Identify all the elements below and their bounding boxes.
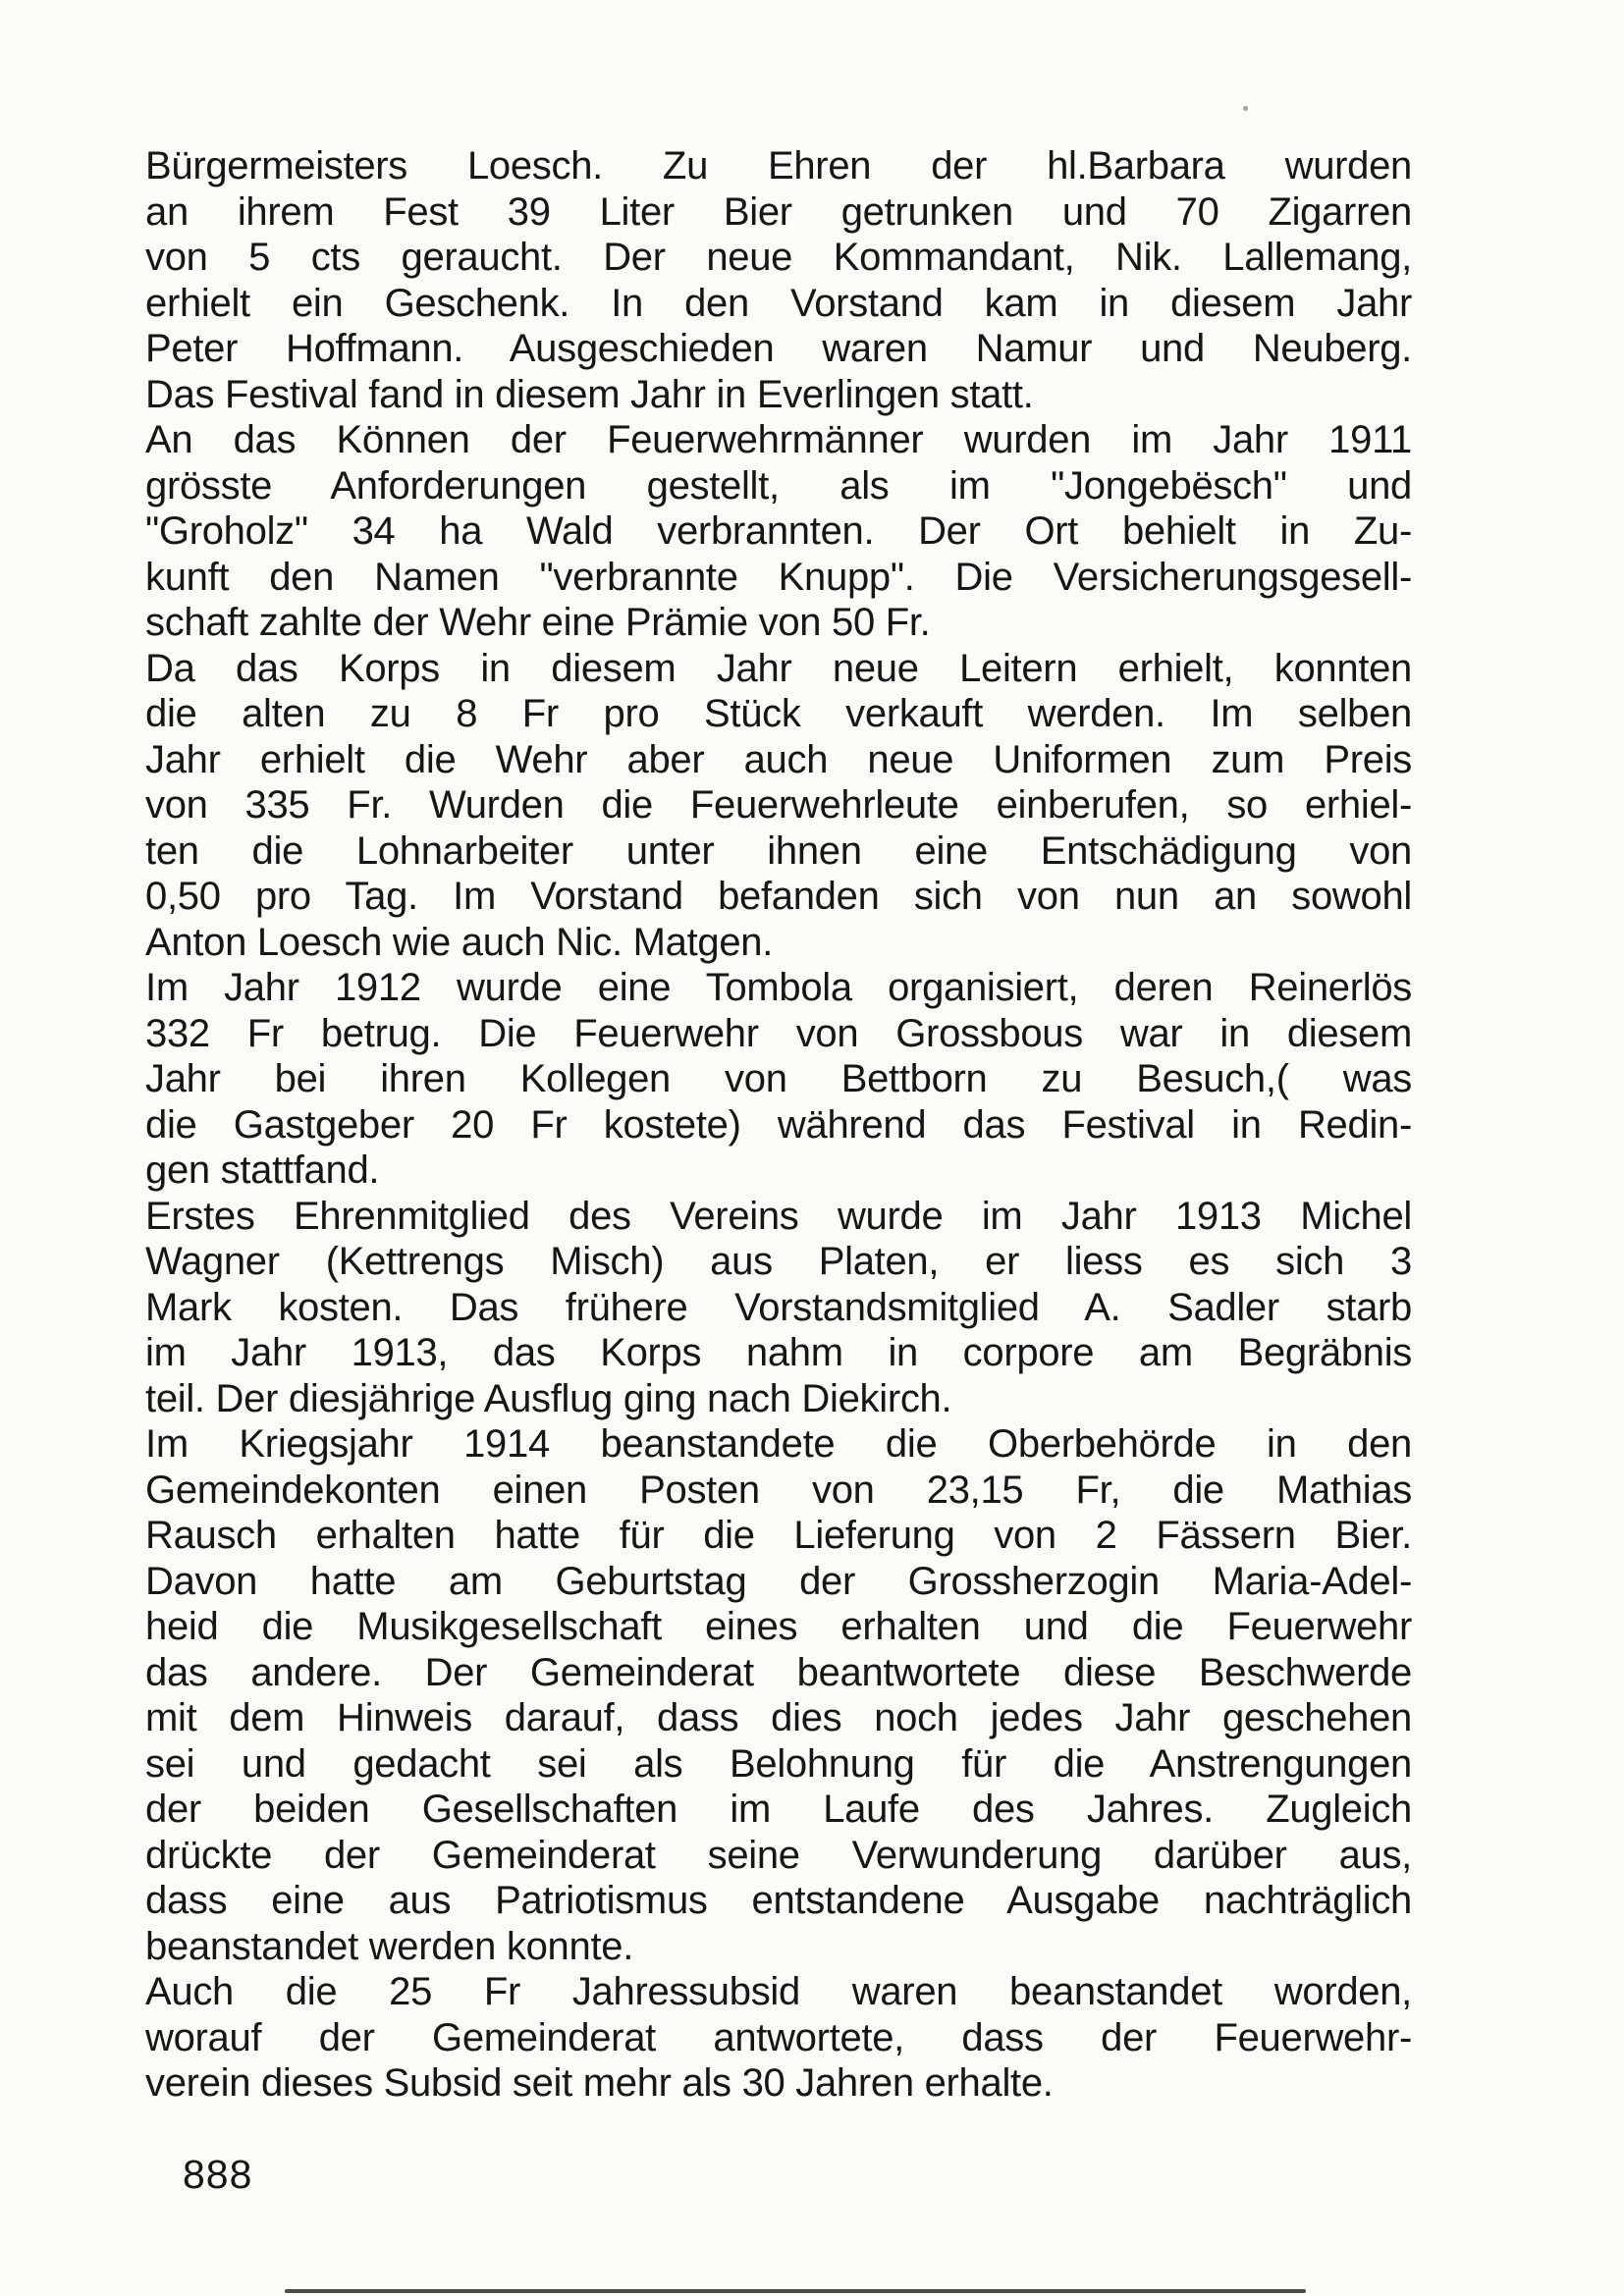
text-line: Anton Loesch wie auch Nic. Matgen. bbox=[145, 920, 774, 964]
text-line: Auch die 25 Fr Jahressubsid waren beanstandet worden, bbox=[145, 1970, 1412, 2013]
text-line: 332 Fr betrug. Die Feuerwehr von Grossbous war in diesem bbox=[145, 1011, 1412, 1055]
text-line: Wagner (Kettrengs Misch) aus Platen, er liess es sich 3 bbox=[145, 1240, 1412, 1283]
text-line: grösste Anforderungen gestellt, als im "Jongebësch" und bbox=[145, 463, 1412, 507]
text-line: 0,50 pro Tag. Im Vorstand befanden sich von nun an sowohl bbox=[145, 875, 1412, 918]
text-line: Davon hatte am Geburtstag der Grossherzogin Maria-Adel- bbox=[145, 1559, 1412, 1603]
text-line: im Jahr 1913, das Korps nahm in corpore am Begräbnis bbox=[145, 1331, 1412, 1374]
text-line: verein dieses Subsid seit mehr als 30 Jahren erhalte. bbox=[145, 2061, 1054, 2105]
scan-artifact-line bbox=[285, 2289, 1306, 2293]
text-line: drückte der Gemeinderat seine Verwunderung darüber aus, bbox=[145, 1833, 1412, 1877]
text-line: ten die Lohnarbeiter unter ihnen eine Entschädigung von bbox=[145, 828, 1412, 873]
text-line: an ihrem Fest 39 Liter Bier getrunken und 70 Zigarren bbox=[145, 189, 1412, 234]
text-line: schaft zahlte der Wehr eine Prämie von 50 Fr. bbox=[145, 601, 931, 644]
text-line: von 335 Fr. Wurden die Feuerwehrleute einberufen, so erhiel- bbox=[145, 783, 1412, 827]
text-line: das andere. Der Gemeinderat beantwortete diese Beschwerde bbox=[145, 1650, 1412, 1694]
text-line: beanstandet werden konnte. bbox=[145, 1924, 634, 1968]
text-line: "Groholz" 34 ha Wald verbrannten. Der Ort behielt in Zu- bbox=[145, 509, 1412, 553]
body-text bbox=[145, 143, 1412, 2107]
text-line: die Gastgeber 20 Fr kostete) während das Festival in Redin- bbox=[145, 1102, 1412, 1147]
text-line: Mark kosten. Das frühere Vorstandsmitglied A. Sadler starb bbox=[145, 1285, 1412, 1329]
text-line: sei und gedacht sei als Belohnung für die Anstrengungen bbox=[145, 1741, 1412, 1786]
text-line: teil. Der diesjährige Ausflug ging nach Diekirch. bbox=[145, 1376, 952, 1420]
text-line: Das Festival fand in diesem Jahr in Everlingen statt. bbox=[145, 372, 1034, 416]
text-line: An das Können der Feuerwehrmänner wurden im Jahr 1911 bbox=[145, 418, 1412, 461]
page-number: 888 bbox=[183, 2152, 253, 2197]
text-line: Peter Hoffmann. Ausgeschieden waren Namur und Neuberg. bbox=[145, 327, 1412, 370]
text-line: worauf der Gemeinderat antwortete, dass der Feuerwehr- bbox=[145, 2015, 1412, 2059]
text-line: heid die Musikgesellschaft eines erhalten und die Feuerwehr bbox=[145, 1605, 1412, 1648]
text-line: Jahr erhielt die Wehr aber auch neue Uniformen zum Preis bbox=[145, 737, 1412, 781]
text-line: der beiden Gesellschaften im Laufe des Jahres. Zugleich bbox=[145, 1788, 1412, 1831]
text-line: die alten zu 8 Fr pro Stück verkauft werden. Im selben bbox=[145, 692, 1412, 735]
text-line: erhielt ein Geschenk. In den Vorstand kam in diesem Jahr bbox=[145, 281, 1412, 325]
text-line: Rausch erhalten hatte für die Lieferung von 2 Fässern Bier. bbox=[145, 1514, 1412, 1557]
text-line: kunft den Namen "verbrannte Knupp". Die Versicherungsgesell- bbox=[145, 555, 1412, 599]
text-line: Da das Korps in diesem Jahr neue Leitern erhielt, konnten bbox=[145, 646, 1412, 690]
text-line: Erstes Ehrenmitglied des Vereins wurde im Jahr 1913 Michel bbox=[145, 1194, 1412, 1238]
text-line: Im Jahr 1912 wurde eine Tombola organisiert, deren Reinerlös bbox=[145, 966, 1412, 1009]
text-line: Jahr bei ihren Kollegen von Bettborn zu Besuch,( was bbox=[145, 1057, 1412, 1100]
text-line: dass eine aus Patriotismus entstandene Ausgabe nachträglich bbox=[145, 1879, 1412, 1922]
text-line: gen stattfand. bbox=[145, 1148, 380, 1192]
scan-speck bbox=[1243, 106, 1248, 111]
text-line: Im Kriegsjahr 1914 beanstandete die Oberbehörde in den bbox=[145, 1422, 1412, 1466]
text-line: von 5 cts geraucht. Der neue Kommandant, Nik. Lallemang, bbox=[145, 236, 1412, 279]
text-line: mit dem Hinweis darauf, dass dies noch jedes Jahr geschehen bbox=[145, 1696, 1412, 1739]
text-line: Gemeindekonten einen Posten von 23,15 Fr, die Mathias bbox=[145, 1468, 1412, 1512]
text-line: Bürgermeisters Loesch. Zu Ehren der hl.Barbara wurden bbox=[145, 144, 1412, 187]
